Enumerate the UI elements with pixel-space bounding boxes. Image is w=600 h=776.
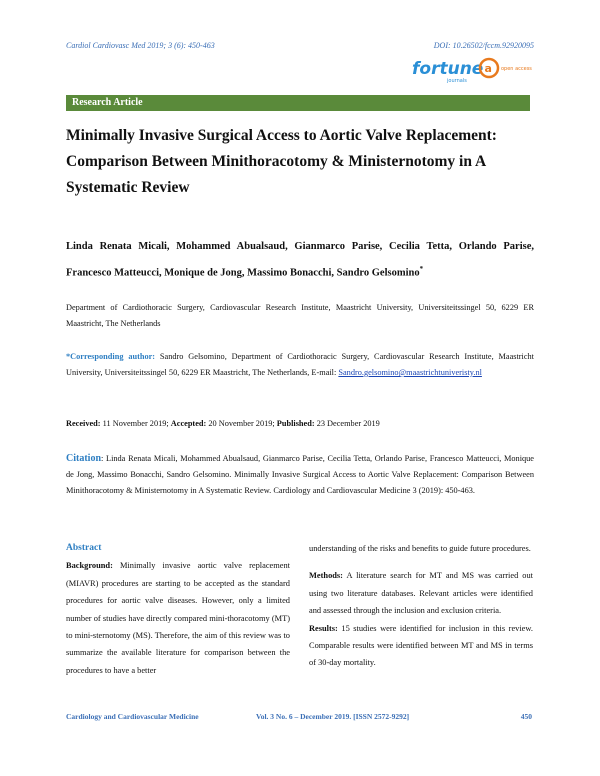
corresponding-text: Sandro Gelsomino, Department of Cardiothoracic Surgery, Cardiovascular Research Institute, Maastricht University, Universiteitssingel 50, 6229 ER Maastricht, The Netherlands, E-mail: — [66, 352, 534, 377]
methods-paragraph — [309, 567, 533, 619]
corresponding-email-link[interactable]: Sandro.gelsomino@maastrichtuniveristy.nl — [338, 368, 482, 377]
abstract-heading: Abstract — [66, 543, 102, 553]
affiliation: Department of Cardiothoracic Surgery, Cardiovascular Research Institute, Maastricht University, Universiteitssingel 50, 6229 ER Maastricht, The Netherlands — [66, 303, 534, 328]
corresponding-author — [66, 349, 534, 381]
citation-label: Citation — [66, 453, 101, 464]
results-paragraph — [309, 620, 533, 672]
authors-text: Linda Renata Micali, Mohammed Abualsaud, Gianmarco Parise, Cecilia Tetta, Orlando Parise, Francesco Matteucci, Monique de Jong, Massimo Bonacchi, Sandro Gelsomino — [66, 241, 534, 279]
journal-reference: Cardiol Cardiovasc Med 2019; 3 (6): 450-463 — [66, 41, 215, 50]
results-label: Results: — [309, 623, 338, 633]
fortune-logo-text: fortune — [412, 59, 484, 79]
fortune-logo-sub: journals — [447, 78, 467, 84]
methods-label: Methods: — [309, 571, 343, 581]
background-continuation: understanding of the risks and benefits to guide future procedures. — [309, 544, 531, 553]
svg-text:a: a — [484, 62, 492, 75]
results-text: 15 studies were identified for inclusion in this review. Comparable results were identified between MT and MS in terms of 30-day mortality. — [309, 623, 533, 668]
footer-volume-info: Vol. 3 No. 6 – December 2019. [ISSN 2572-9292] — [256, 712, 410, 721]
article-title: Minimally Invasive Surgical Access to Aortic Valve Replacement: Comparison Between Minithoracotomy & Ministernotomy in A Systematic Review — [66, 127, 497, 196]
doi: DOI: 10.26502/fccm.92920095 — [433, 41, 534, 50]
abstract-left-column — [66, 540, 290, 679]
background-paragraph — [66, 557, 290, 679]
published-label: Published: — [276, 419, 315, 428]
accepted-label: Accepted: — [170, 419, 207, 428]
abstract-right-column — [309, 540, 533, 672]
corresponding-label: *Corresponding author: — [66, 352, 156, 361]
methods-text: A literature search for MT and MS was carried out using two literature databases. Relevant articles were identified and assessed through the inclusion and exclusion criteria. — [309, 571, 533, 616]
corresponding-mark: * — [419, 265, 424, 273]
article-type-banner: Research Article — [66, 95, 530, 111]
citation-text: : Linda Renata Micali, Mohammed Abualsaud, Gianmarco Parise, Cecilia Tetta, Orlando Parise, Francesco Matteucci, Monique de Jong, Massimo Bonacchi, Sandro Gelsomino. Minimally Invasive Surgical Access to Aortic Valve Replacement: Comparison Between Minithoracotomy & Ministernotomy in A Systematic Review. Cardiology and Cardiovascular Medicine 3 (2019): 450-463. — [66, 454, 534, 495]
author-list — [66, 235, 534, 285]
citation — [66, 451, 534, 499]
background-text: Minimally invasive aortic valve replacement (MIAVR) procedures are starting to be accepted as the standard procedures for aortic valve diseases. However, only a limited number of studies have directly compared mini-thoracotomy (MT) to mini-sternotomy (MS). Therefore, the aim of this review was to summarize the available literature for comparison between the procedures to have a better — [66, 561, 291, 675]
article-dates — [66, 416, 534, 432]
received-date: 11 November 2019; — [102, 419, 169, 428]
footer-journal-name: Cardiology and Cardiovascular Medicine — [66, 712, 199, 721]
open-access-logo — [479, 56, 532, 80]
published-date: 23 December 2019 — [316, 419, 380, 428]
open-access-logo-text: open access — [501, 66, 532, 72]
accepted-date: 20 November 2019; — [208, 419, 275, 428]
background-label: Background: — [66, 561, 113, 571]
footer-page-number: 450 — [520, 712, 532, 721]
fortune-journals-logo — [411, 54, 484, 84]
received-label: Received: — [66, 419, 101, 428]
